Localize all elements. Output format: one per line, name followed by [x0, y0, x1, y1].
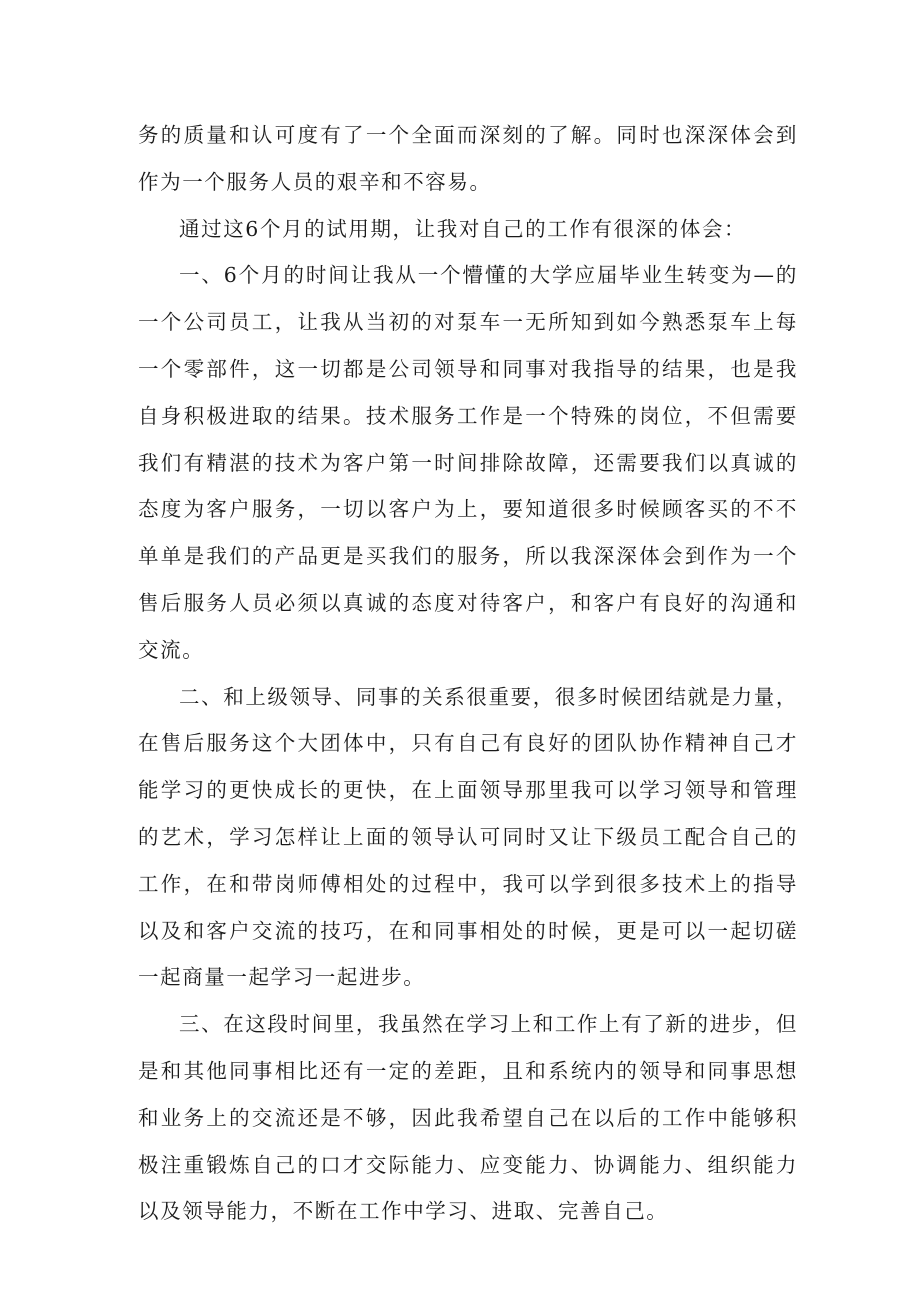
paragraph-continuation: 务的质量和认可度有了一个全面而深刻的了解。同时也深深体会到作为一个服务人员的艰辛和不容易。	[138, 123, 798, 194]
paragraph-intro: 通过这6个月的试用期，让我对自己的工作有很深的体会：	[179, 216, 747, 241]
paragraph-point-one: 一、6个月的时间让我从一个懵懂的大学应届毕业生转变为—的一个公司员工，让我从当初的对泵车一无所知到如今熟悉泵车上每一个零部件，这一切都是公司领导和同事对我指导的结果，也是我自身积极进取的结果。技术服务工作是一个特殊的岗位，不但需要我们有精湛的技术为客户第一时间排除故障，还需要我们以真诚的态度为客户服务，一切以客户为上，要知道很多时候顾客买的不不单单是我们的产品更是买我们的服务，所以我深深体会到作为一个售后服务人员必须以真诚的态度对待客户，和客户有良好的沟通和交流。	[138, 263, 798, 662]
paragraph-point-three: 三、在这段时间里，我虽然在学习上和工作上有了新的进步，但是和其他同事相比还有一定的差距，且和系统内的领导和同事思想和业务上的交流还是不够，因此我希望自己在以后的工作中能够积极注重锻炼自己的口才交际能力、应变能力、协调能力、组织能力以及领导能力，不断在工作中学习、进取、完善自己。	[138, 1012, 798, 1224]
document-body	[138, 112, 798, 1235]
paragraph-point-two: 二、和上级领导、同事的关系很重要，很多时候团结就是力量，在售后服务这个大团体中，只有自己有良好的团队协作精神自己才能学习的更快成长的更快，在上面领导那里我可以学习领导和管理的艺术，学习怎样让上面的领导认可同时又让下级员工配合自己的工作，在和带岗师傅相处的过程中，我可以学到很多技术上的指导以及和客户交流的技巧，在和同事相处的时候，更是可以一起切磋一起商量一起学习一起进步。	[138, 684, 798, 990]
